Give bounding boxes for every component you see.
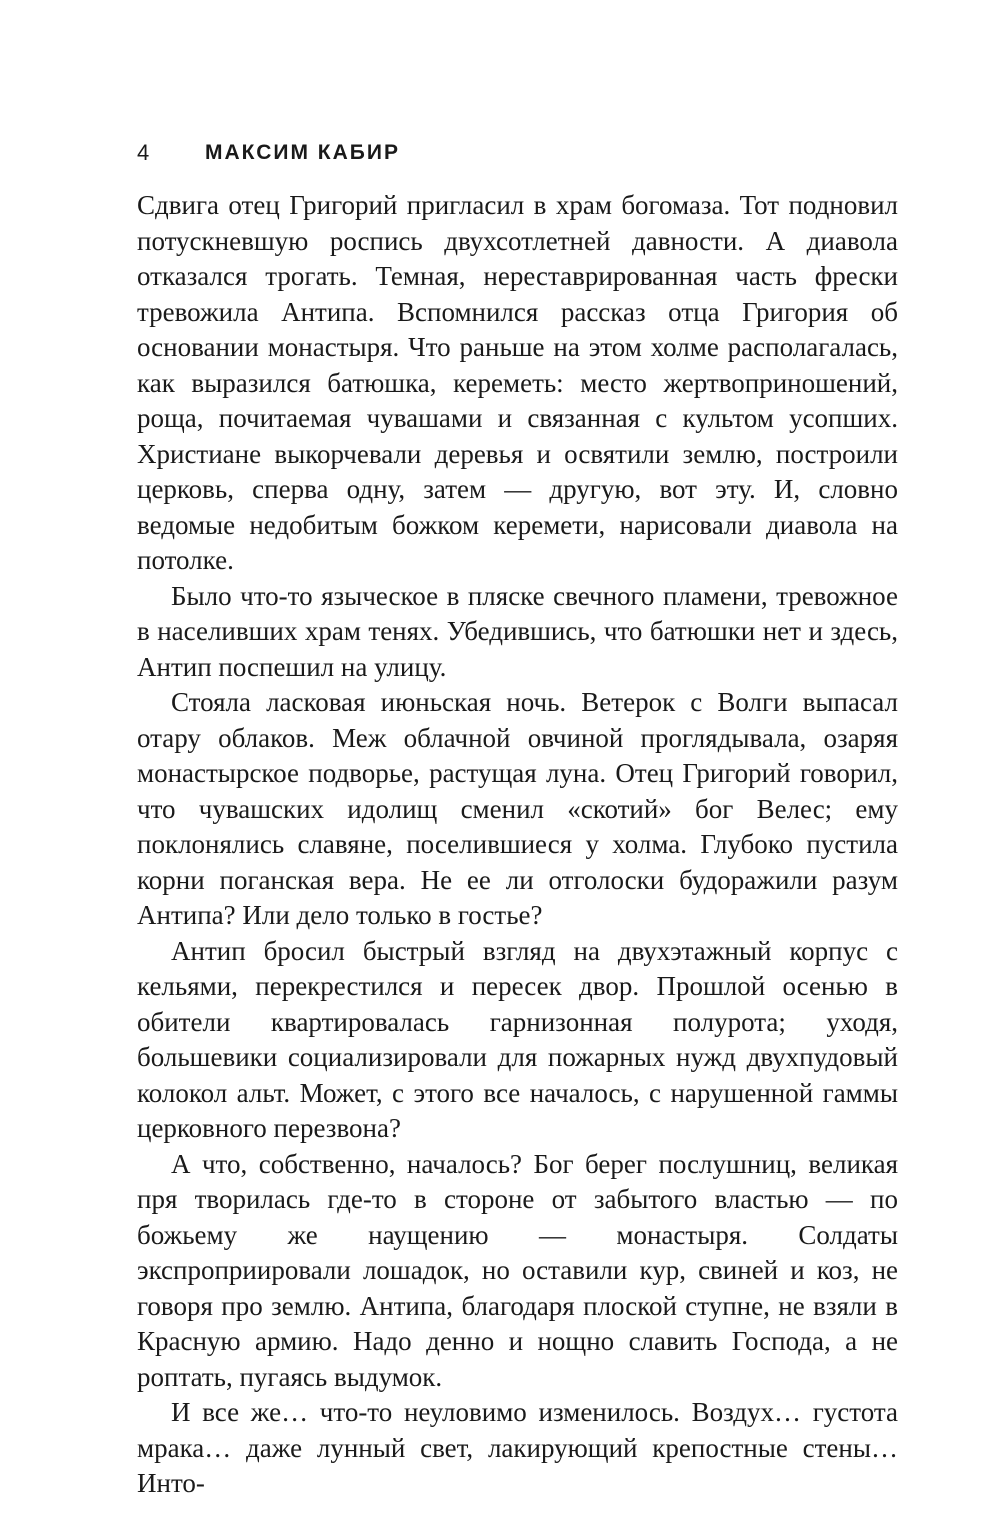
body-text bbox=[137, 188, 898, 1502]
paragraph-4: Антип бросил быстрый взгляд на двухэтажный корпус с кельями, перекрестился и пересек двор. Прошлой осенью в обители квартировалась гарнизонная полурота; уходя, большевики социализировали для пожарных нужд двухпудовый колокол альт. Может, с этого все началось, с нарушенной гаммы церковного перезвона? bbox=[137, 935, 898, 1143]
running-header bbox=[137, 133, 400, 173]
paragraph-5: А что, собственно, началось? Бог берег послушниц, великая пря творилась где-то в стороне от забытого властью — по божьему же наущению — монастыря. Солдаты экспроприировали лошадок, но оставили кур, свиней и коз, не говоря про землю. Антипа, благодаря плоской ступне, не взяли в Красную армию. Надо денно и нощно славить Господа, а не роптать, пугаясь выдумок. bbox=[137, 1148, 898, 1392]
paragraph-2: Было что-то языческое в пляске свечного пламени, тревожное в населивших храм тенях. Убедившись, что батюшки нет и здесь, Антип поспешил на улицу. bbox=[137, 580, 898, 682]
page-number: 4 bbox=[137, 140, 150, 165]
paragraph-1: Сдвига отец Григорий пригласил в храм богомаза. Тот подновил потускневшую роспись двухсотлетней давности. А диавола отказался трогать. Темная, нереставрированная часть фрески тревожила Антипа. Вспомнился рассказ отца Григория об основании монастыря. Что раньше на этом холме располагалась, как выразился батюшка, кереметь: место жертвоприношений, роща, почитаемая чувашами и связанная с культом усопших. Христиане выкорчевали деревья и освятили землю, построили церковь, сперва одну, затем — другую, вот эту. И, словно ведомые недобитым божком керемети, нарисовали диавола на потолке. bbox=[137, 190, 898, 575]
author-name: МАКСИМ КАБИР bbox=[205, 141, 400, 164]
paragraph-6: И все же… что-то неуловимо изменилось. Воздух… густота мрака… даже лунный свет, лакирующий крепостные стены… Инто- bbox=[137, 1397, 898, 1498]
paragraph-3: Стояла ласковая июньская ночь. Ветерок с Волги выпасал отару облаков. Меж облачной овчиной проглядывала, озаряя монастырское подворье, растущая луна. Отец Григорий говорил, что чувашских идолищ сменил «скотий» бог Велес; ему поклонялись славяне, поселившиеся у холма. Глубоко пустила корни поганская вера. Не ее ли отголоски будоражили разум Антипа? Или дело только в гостье? bbox=[137, 687, 898, 930]
